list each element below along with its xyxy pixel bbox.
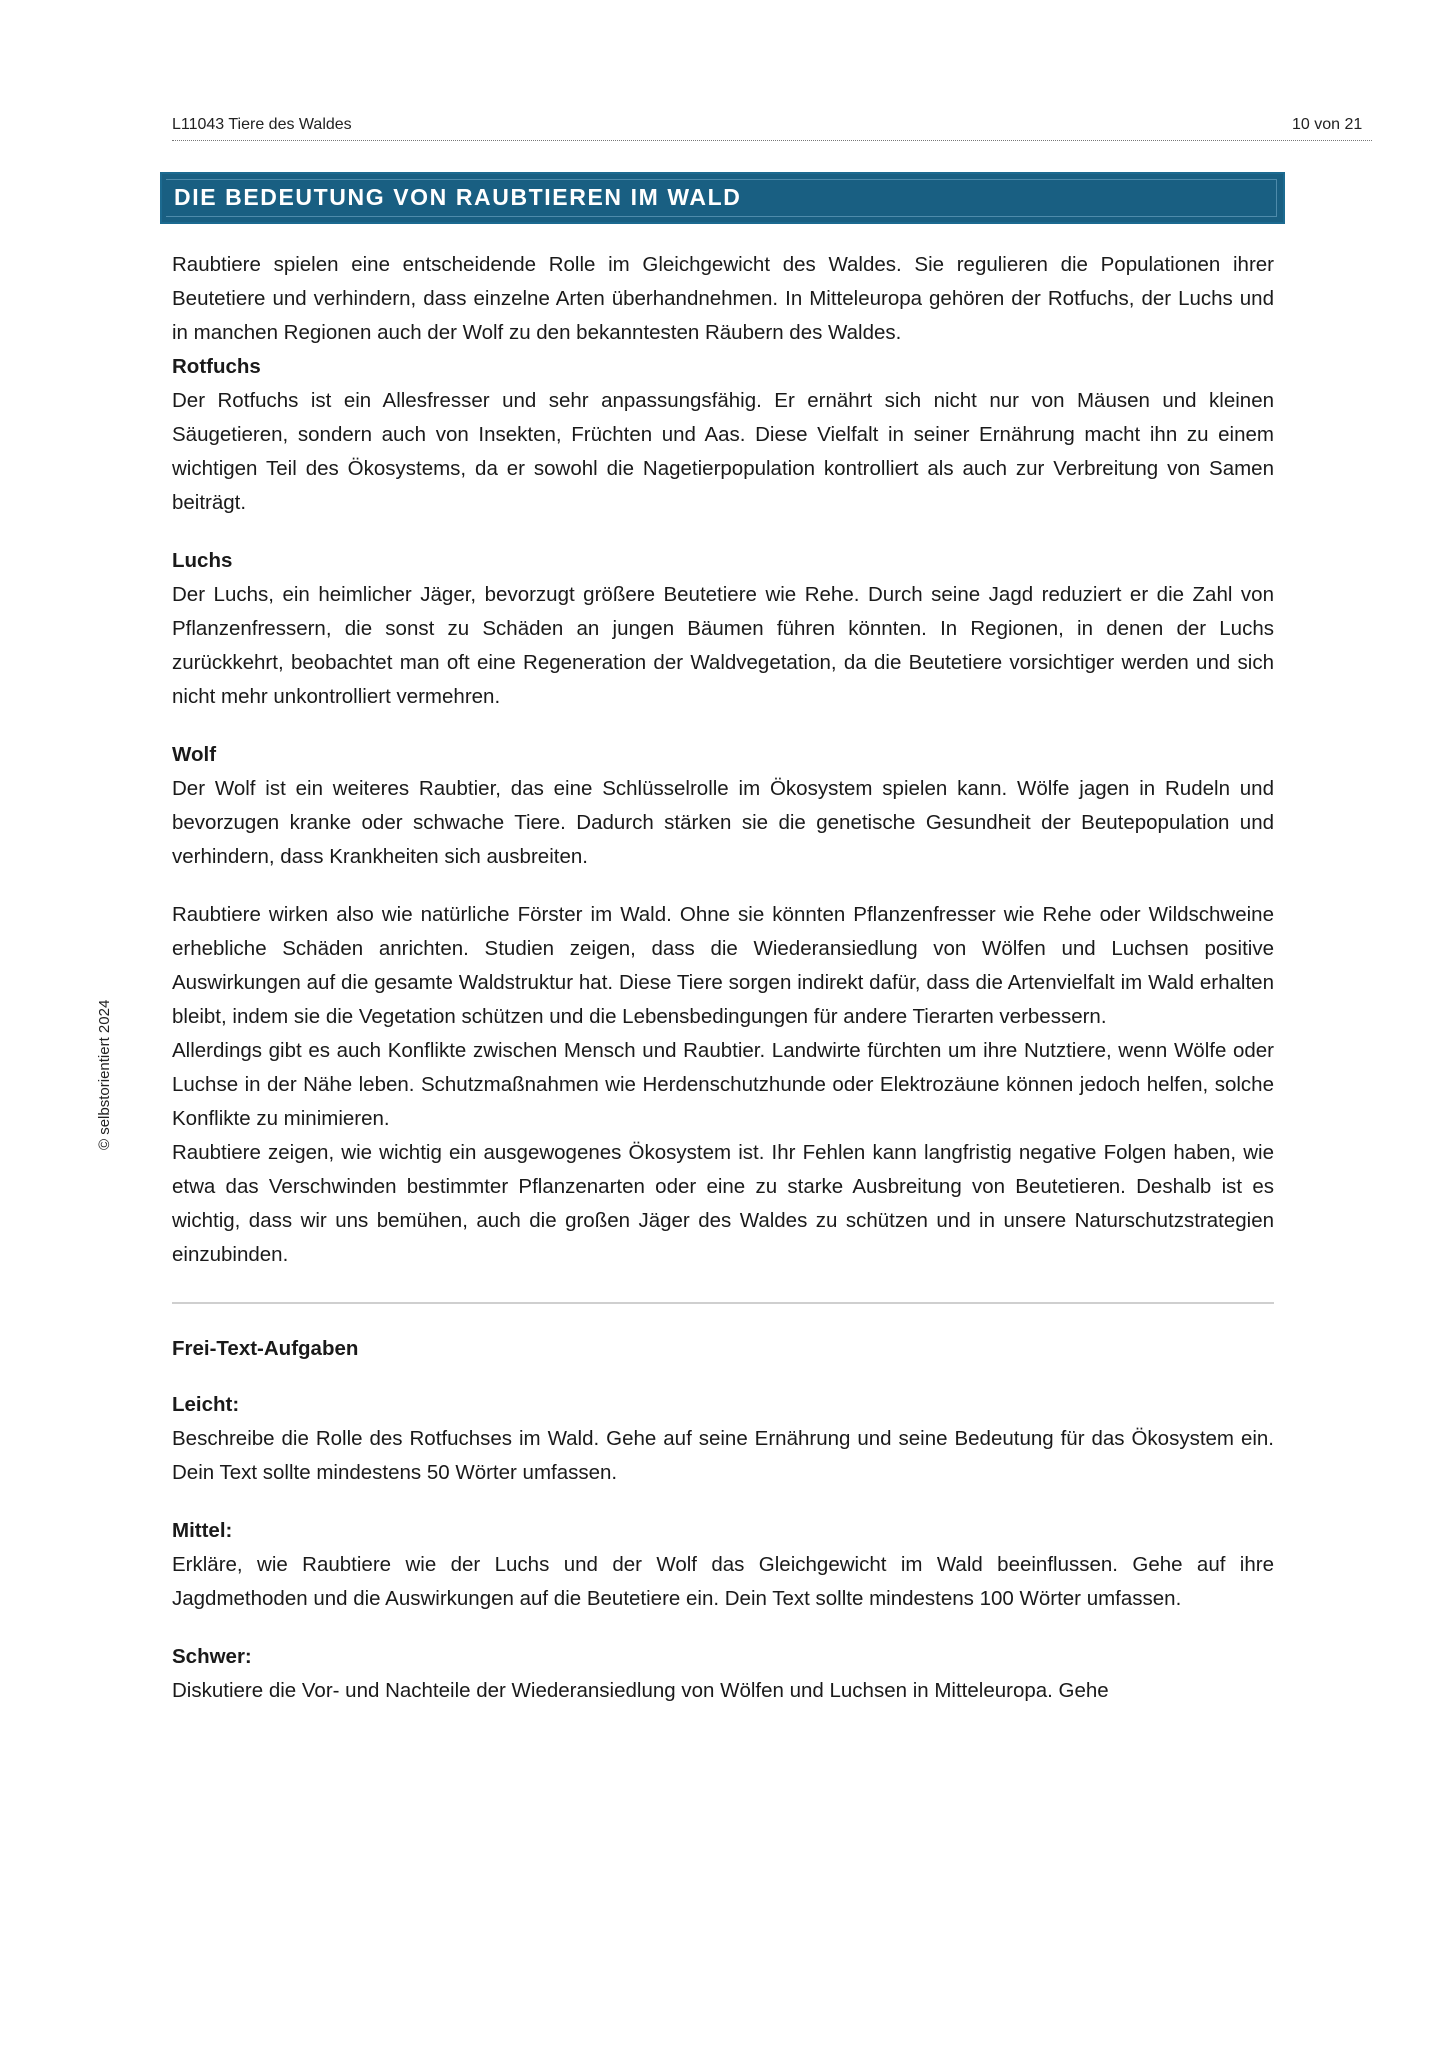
section-title-banner <box>160 172 1285 224</box>
document-title: L11043 Tiere des Waldes <box>172 116 352 133</box>
task-item-leicht <box>172 1388 1274 1490</box>
body-paragraph: Raubtiere zeigen, wie wichtig ein ausgewogenes Ökosystem ist. Ihr Fehlen kann langfristig negative Folgen haben, wie etwa das Verschwinden bestimmter Pflanzenarten oder eine zu starke Ausbreitung von Beutetieren. Deshalb ist es wichtig, dass wir uns bemühen, auch die großen Jäger des Waldes zu schützen und in unsere Naturschutzstrategien einzubinden. <box>172 1141 1274 1266</box>
task-level-label: Mittel: <box>172 1519 233 1542</box>
task-text: Erkläre, wie Raubtiere wie der Luchs und der Wolf das Gleichgewicht im Wald beeinflussen. Gehe auf ihre Jagdmethoden und die Auswirkungen auf die Beutetiere ein. Dein Text sollte mindestens 100 Wörter umfassen. <box>172 1553 1274 1610</box>
section-title: DIE BEDEUTUNG VON RAUBTIEREN IM WALD <box>174 184 742 210</box>
animal-paragraph: Der Wolf ist ein weiteres Raubtier, das eine Schlüsselrolle im Ökosystem spielen kann. Wölfe jagen in Rudeln und bevorzugen kranke oder schwache Tiere. Dadurch stärken sie die genetische Gesundheit der Beutepopulation und verhindern, dass Krankheiten sich ausbreiten. <box>172 777 1274 868</box>
animal-heading: Wolf <box>172 743 217 766</box>
body-paragraph: Raubtiere wirken also wie natürliche Förster im Wald. Ohne sie könnten Pflanzenfresser wie Rehe oder Wildschweine erhebliche Schäden anrichten. Studien zeigen, dass die Wiederansiedlung von Wölfen und Luchsen positive Auswirkungen auf die gesamte Waldstruktur hat. Diese Tiere sorgen indirekt dafür, dass die Artenvielfalt im Wald erhalten bleibt, indem sie die Vegetation schützen und die Lebensbedingungen für andere Tierarten verbessern. <box>172 903 1274 1028</box>
page-header <box>172 116 1372 141</box>
intro-paragraph: Raubtiere spielen eine entscheidende Rolle im Gleichgewicht des Waldes. Sie regulieren die Populationen ihrer Beutetiere und verhindern, dass einzelne Arten überhandnehmen. In Mitteleuropa gehören der Rotfuchs, der Luchs und in manchen Regionen auch der Wolf zu den bekanntesten Räubern des Waldes. <box>172 253 1274 344</box>
page-number: 10 von 21 <box>1292 116 1363 133</box>
section-divider <box>172 1302 1274 1304</box>
animal-section-rotfuchs <box>172 350 1274 520</box>
main-content <box>172 248 1274 1732</box>
animal-section-luchs <box>172 544 1274 714</box>
task-text: Diskutiere die Vor- und Nachteile der Wiederansiedlung von Wölfen und Luchsen in Mitteleuropa. Gehe <box>172 1679 1109 1702</box>
animal-paragraph: Der Luchs, ein heimlicher Jäger, bevorzugt größere Beutetiere wie Rehe. Durch seine Jagd reduziert er die Zahl von Pflanzenfressern, die sonst zu Schäden an jungen Bäumen führen könnten. In Regionen, in denen der Luchs zurückkehrt, beobachtet man oft eine Regeneration der Waldvegetation, da die Beutetiere vorsichtiger werden und sich nicht mehr unkontrolliert vermehren. <box>172 583 1274 708</box>
animal-section-wolf <box>172 738 1274 874</box>
task-level-label: Schwer: <box>172 1645 252 1668</box>
animal-paragraph: Der Rotfuchs ist ein Allesfresser und sehr anpassungsfähig. Er ernährt sich nicht nur von Mäusen und kleinen Säugetieren, sondern auch von Insekten, Früchten und Aas. Diese Vielfalt in seiner Ernährung macht ihn zu einem wichtigen Teil des Ökosystems, da er sowohl die Nagetierpopulation kontrolliert als auch zur Verbreitung von Samen beiträgt. <box>172 389 1274 514</box>
animal-heading: Rotfuchs <box>172 355 261 378</box>
tasks-heading: Frei-Text-Aufgaben <box>172 1337 359 1360</box>
task-item-schwer <box>172 1640 1274 1708</box>
task-level-label: Leicht: <box>172 1393 240 1416</box>
animal-heading: Luchs <box>172 549 233 572</box>
body-paragraph: Allerdings gibt es auch Konflikte zwischen Mensch und Raubtier. Landwirte fürchten um ihre Nutztiere, wenn Wölfe oder Luchse in der Nähe leben. Schutzmaßnahmen wie Herdenschutzhunde oder Elektrozäune können jedoch helfen, solche Konflikte zu minimieren. <box>172 1039 1274 1130</box>
copyright-note: © selbstorientiert 2024 <box>96 999 113 1150</box>
task-item-mittel <box>172 1514 1274 1616</box>
task-text: Beschreibe die Rolle des Rotfuchses im Wald. Gehe auf seine Ernährung und seine Bedeutung für das Ökosystem ein. Dein Text sollte mindestens 50 Wörter umfassen. <box>172 1427 1274 1484</box>
